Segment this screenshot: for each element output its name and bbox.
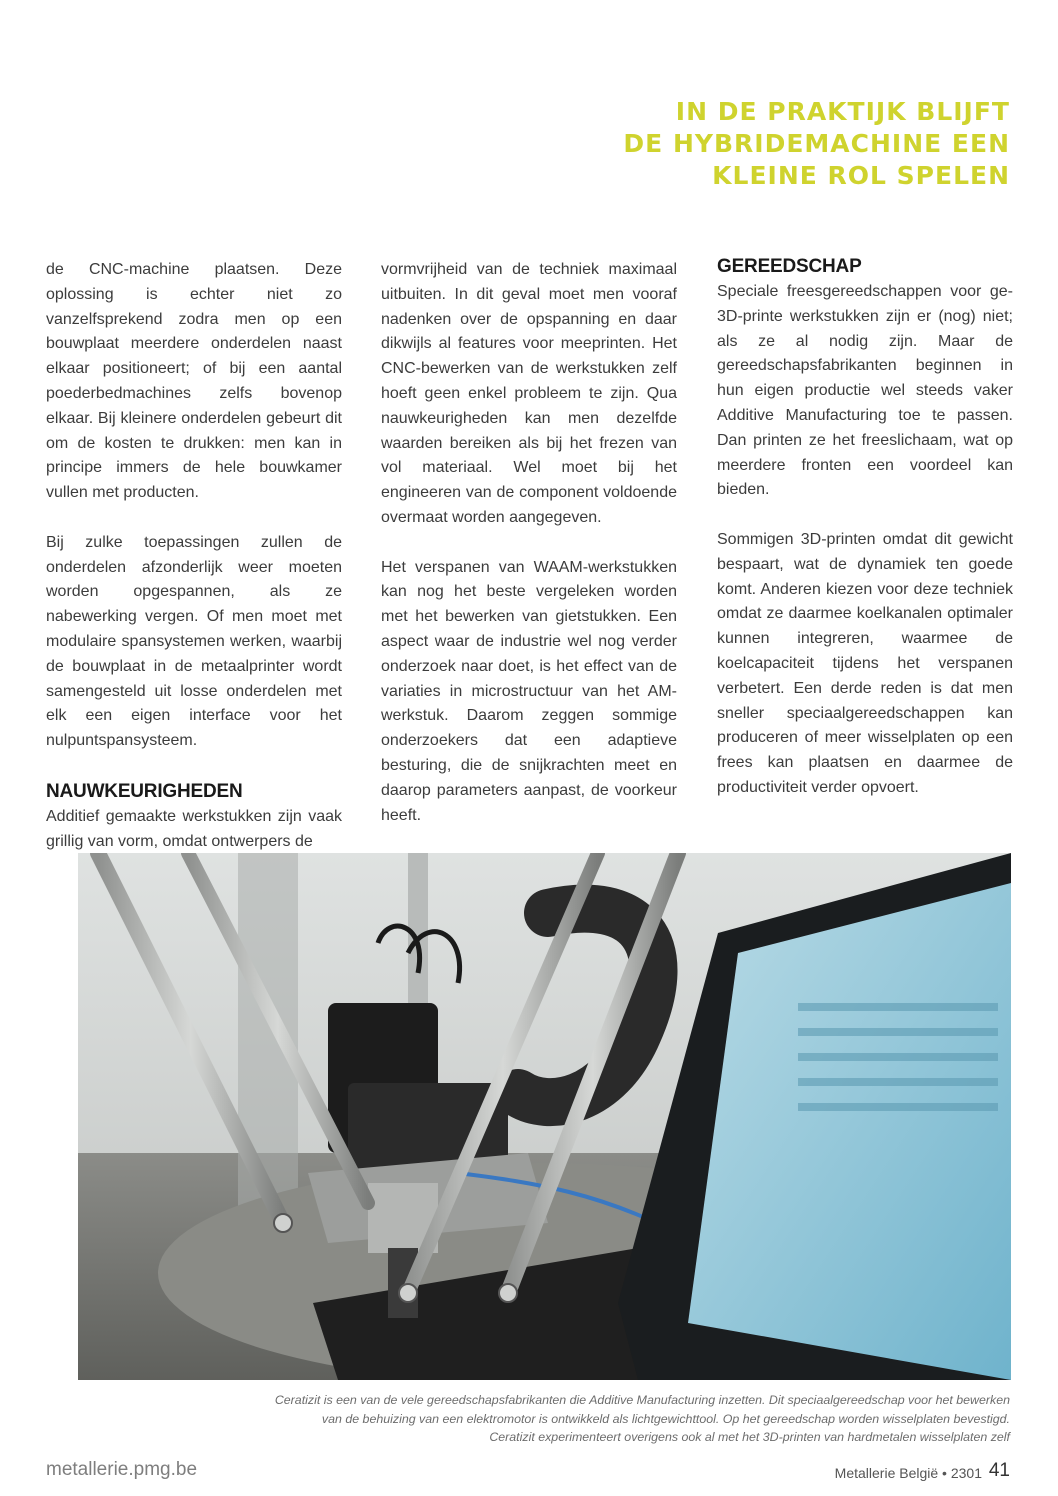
paragraph: de CNC-machine plaatsen. Deze oplossing is echter niet zo vanzelfsprekend zodra men op een bouwplaat meerdere onderdelen naast elkaar positioneert; of bij een aantal poederbedmachines zelfs bovenop elkaar. Bij kleinere onderdelen gebeurt dit om de kosten te drukken: men kan in principe immers de hele bouwkamer vullen met producten. [46, 261, 342, 502]
photo-caption [110, 1391, 1010, 1447]
caption-line: Ceratizit is een van de vele gereedschapsfabrikanten die Additive Manufacturing inzetten. Dit speciaalgereedschap voor het bewerken [274, 1393, 1010, 1407]
paragraph: Speciale freesgereedschappen voor ge-3D-printe werkstukken zijn er (nog) niet; als ze al nodig zijn. Maar de gereedschapsfabrikanten beginnen in hun eigen productie wel steeds vaker Additive Manufacturing toe te passen. Dan printen ze het freeslichaam, wat op meerdere fronten een voordeel kan bieden. [717, 283, 1013, 499]
article-column-1 [46, 258, 342, 879]
section-heading: NAUWKEURIGHEDEN [46, 780, 243, 802]
article-column-2 [381, 258, 677, 853]
pull-quote-line: KLEINE ROL SPELEN [712, 161, 1010, 190]
article-column-3 [717, 254, 1013, 826]
article-photo [78, 853, 1011, 1380]
caption-line: Ceratizit experimenteert overigens ook al met het 3D-printen van hardmetalen wisselplaten zelf [489, 1430, 1010, 1444]
paragraph: Het verspanen van WAAM-werkstukken kan nog het beste vergeleken worden met het bewerken van gietstukken. Een aspect waar de industrie wel nog verder onderzoek naar doet, is het effect van de variaties in microstructuur van het AM-werkstuk. Daarom zeggen sommige onderzoekers dat een adaptieve besturing, die de snijkrachten meet en daarop parameters aanpast, de voorkeur heeft. [381, 558, 677, 824]
footer-magazine: Metallerie België • 2301 [834, 1465, 982, 1481]
caption-line: van de behuizing van een elektromotor is ontwikkeld als lichtgewichttool. Op het gereedschap worden wisselplaten bevestigd. [321, 1411, 1010, 1426]
delta-printer-photo [78, 853, 1011, 1380]
paragraph: Bij zulke toepassingen zullen de onderdelen afzonderlijk weer moeten worden opgespannen, als ze nabewerking vergen. Of men moet met modulaire spansystemen werken, waarbij de bouwplaat in de metaalprinter wordt samengesteld uit losse onderdelen met elk een eigen interface voor het nulpuntspansysteem. [46, 533, 342, 750]
pull-quote-line: IN DE PRAKTIJK BLIJFT [675, 97, 1010, 126]
paragraph: Additief gemaakte werkstukken zijn vaak grillig van vorm, omdat ontwerpers de [46, 807, 342, 850]
section-heading: GEREEDSCHAP [717, 256, 862, 277]
paragraph: Sommigen 3D-printen omdat dit gewicht bespaart, wat de dynamiek ten goede komt. Anderen kiezen voor deze techniek omdat ze daarmee koelkanalen optimaler kunnen integreren, waarmee de koelcapaciteit tijdens het verspanen verbetert. Een derde reden is dat men sneller speciaalgereedschappen kan produceren of meer wisselplaten op een frees kan plaatsen en daarmee de productiviteit verder opvoert. [717, 530, 1013, 796]
pull-quote [490, 96, 1010, 192]
paragraph: vormvrijheid van de techniek maximaal uitbuiten. In dit geval moet men vooraf nadenken over de opspanning en daar dikwijls al features voor meeprinten. Het CNC-bewerken van de werkstukken zelf hoeft geen enkel probleem te zijn. Qua nauwkeurigheden kan men dezelfde waarden bereiken als bij het frezen van vol materiaal. Wel moet bij het engineeren van de component voldoende overmaat worden aangegeven. [381, 261, 677, 526]
page-number: 41 [988, 1460, 1010, 1481]
pull-quote-line: DE HYBRIDEMACHINE EEN [623, 129, 1010, 158]
footer-website[interactable]: metallerie.pmg.be [46, 1459, 198, 1480]
